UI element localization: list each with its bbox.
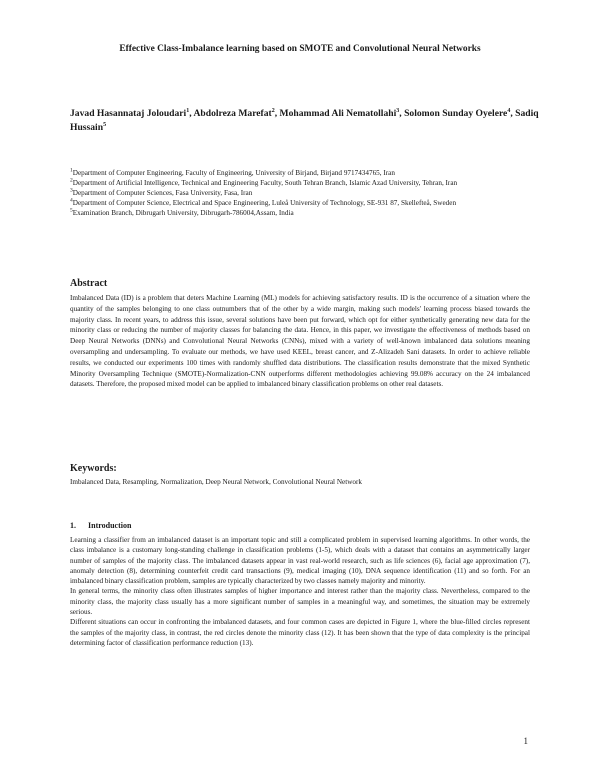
abstract-text: Imbalanced Data (ID) is a problem that deters Machine Learning (ML) models for achieving satisfactory results. ID is the occurrence of a situation where the quantity of the samples belonging to one class outnumbers that of the other by a wide margin, making such models' learning process biased towards the majority class. In recent years, to address this issue, several solutions have been put forward, which opt for either synthetically generating new data for the minority class or reducing the number of majority classes for balancing the data. Hence, in this paper, we investigate the effectiveness of methods based on Deep Neural Networks (DNNs) and Convolutional Neural Networks (CNNs), mixed with a variety of well-known imbalanced data solutions meaning oversampling and undersampling. To evaluate our methods, we have used KEEL, breast cancer, and Z-Alizadeh Sani datasets. In order to achieve reliable results, we conducted our experiments 100 times with randomly shuffled data distributions. The classification results demonstrate that the mixed Synthetic Minority Oversampling Technique (SMOTE)-Normalization-CNN outperforms different methodologies achieving 99.08% accuracy on the 24 imbalanced datasets. Therefore, the proposed mixed model can be applied to imbalanced binary classification problems on other real datasets. bbox=[70, 294, 530, 389]
author-list bbox=[70, 107, 540, 135]
affiliation: $^5$Examination Branch, Dibrugarh University, Dibrugarh-786004,Assam, India bbox=[70, 207, 294, 217]
author: Javad Hasannataj Joloudari$^1$, bbox=[70, 107, 194, 119]
keywords-text: Imbalanced Data, Resampling, Normalization, Deep Neural Network, Convolutional Neural Network bbox=[70, 478, 363, 486]
paragraph: Different situations can occur in confronting the imbalanced datasets, and four common cases are depicted in Figure 1, where the blue-filled circles represent the samples of the majority class, in contrast, the red circles denote the minority class (12). It has been shown that the type of data complexity is the principal determining factor of classification performance reduction (13). bbox=[70, 618, 530, 647]
affiliation-list bbox=[70, 168, 530, 218]
paragraph: In general terms, the minority class often illustrates samples of higher importance and interest rather than the majority class. Nevertheless, compared to the minority class, the majority class usually has a more significant number of samples in a meaningful way, and sometimes, the situation may be extremely serious. bbox=[70, 587, 530, 617]
section-number: 1. bbox=[70, 521, 76, 530]
author: Solomon Sunday Oyelere$^4$, bbox=[404, 107, 516, 119]
author: Mohammad Ali Nematollahi$^3$, bbox=[279, 107, 405, 119]
paragraph: Learning a classifier from an imbalanced dataset is an important topic and still a complicated problem in supervised learning algorithms. In other words, the class imbalance is a customary long-standing challenge in classification problems (1-5), which deals with a dataset that contains an asymmetrically larger number of samples of the majority class. The imbalanced datasets appear in vast real-world research, such as life sciences (6), facial age approximation (7), anomaly detection (8), determining counterfeit credit card transactions (9), medical imaging (10), DNA sequence identification (11) and so forth. For an imbalanced binary classification problem, samples are typically characterized by two classes namely majority and minority. bbox=[70, 536, 530, 586]
affiliation: $^3$Department of Computer Sciences, Fasa University, Fasa, Iran bbox=[70, 187, 253, 197]
author: Abdolreza Marefat$^2$, bbox=[193, 107, 280, 119]
abstract-heading: Abstract bbox=[70, 278, 108, 289]
affiliation: $^1$Department of Computer Engineering, Faculty of Engineering, University of Birjand, Birjand 9717434765, Iran bbox=[70, 167, 395, 177]
affiliation: $^2$Department of Artificial Intelligence, Technical and Engineering Faculty, South Tehran Branch, Islamic Azad University, Tehran, Iran bbox=[70, 177, 458, 187]
keywords-heading: Keywords: bbox=[70, 463, 117, 474]
paper-title: Effective Class-Imbalance learning based on SMOTE and Convolutional Neural Networks bbox=[119, 44, 481, 54]
affiliation: $^4$Department of Computer Science, Electrical and Space Engineering, Luleå University of Technology, SE-931 87, Skellefteå, Sweden bbox=[70, 197, 457, 207]
section-heading bbox=[70, 521, 131, 530]
introduction-body bbox=[70, 535, 530, 648]
page-number: 1 bbox=[523, 736, 528, 746]
author: Sadiq Hussain$^5$ bbox=[70, 108, 539, 133]
section-title: Introduction bbox=[88, 521, 132, 530]
